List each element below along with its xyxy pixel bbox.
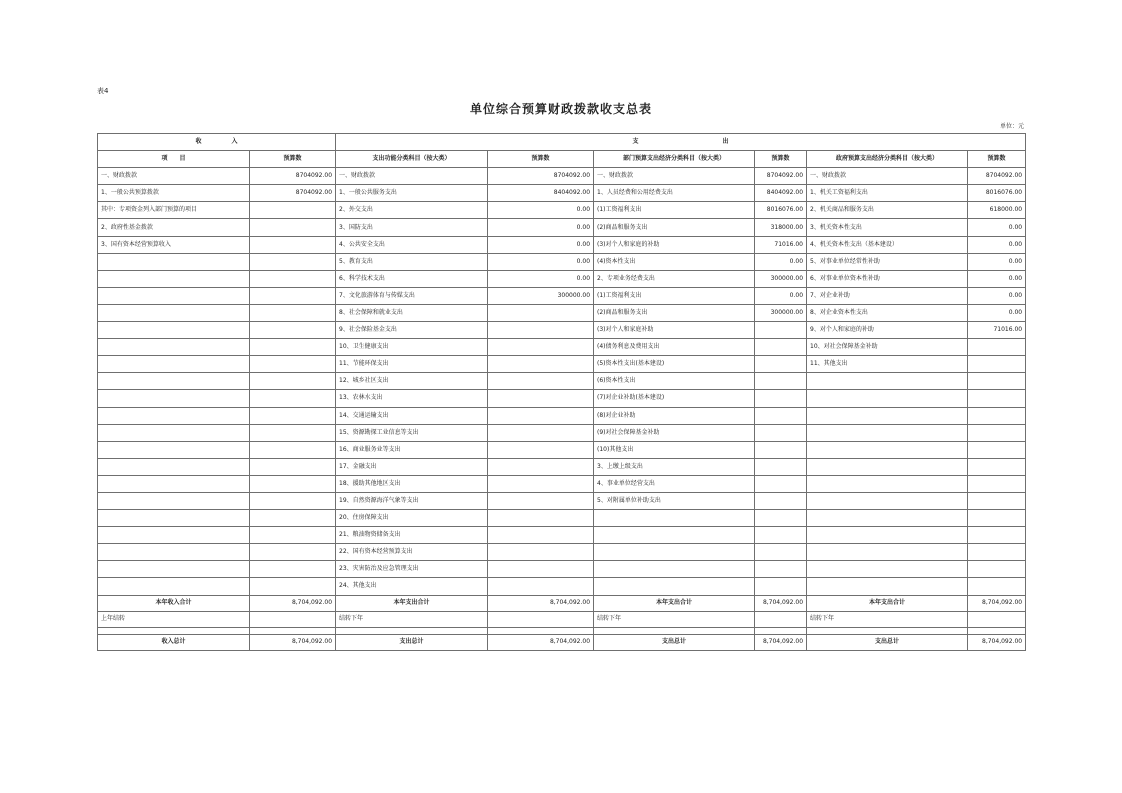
amount-cell: 8704092.00 bbox=[250, 185, 336, 202]
spacer-cell bbox=[594, 627, 755, 634]
item-cell bbox=[807, 475, 968, 492]
item-cell bbox=[98, 475, 250, 492]
item-cell: 3、上缴上级支出 bbox=[594, 458, 755, 475]
amount-cell bbox=[250, 458, 336, 475]
carry-label-cell: 结转下年 bbox=[594, 611, 755, 627]
amount-cell bbox=[250, 287, 336, 304]
item-cell: 19、自然资源海洋气象等支出 bbox=[336, 492, 488, 509]
item-cell: 11、节能环保支出 bbox=[336, 356, 488, 373]
item-cell bbox=[594, 578, 755, 595]
amount-cell bbox=[250, 322, 336, 339]
amount-cell bbox=[250, 373, 336, 390]
amount-cell: 8704092.00 bbox=[488, 168, 594, 185]
table-number-label: 表4 bbox=[97, 87, 109, 95]
item-cell bbox=[98, 322, 250, 339]
amount-cell: 0.00 bbox=[488, 270, 594, 287]
amount-cell: 8704092.00 bbox=[968, 168, 1026, 185]
carry-label-cell: 上年结转 bbox=[98, 611, 250, 627]
table-row bbox=[98, 253, 1026, 270]
item-cell bbox=[98, 373, 250, 390]
table-row bbox=[98, 424, 1026, 441]
item-cell: 20、住房保障支出 bbox=[336, 510, 488, 527]
item-cell: 2、外交支出 bbox=[336, 202, 488, 219]
table-row bbox=[98, 475, 1026, 492]
amount-cell bbox=[250, 561, 336, 578]
carry-amount-cell bbox=[250, 611, 336, 627]
amount-cell bbox=[755, 578, 807, 595]
grand-total-amount-cell: 8,704,092.00 bbox=[250, 634, 336, 650]
table-row bbox=[98, 168, 1026, 185]
item-cell: 1、机关工资福利支出 bbox=[807, 185, 968, 202]
amount-cell bbox=[755, 407, 807, 424]
amount-cell bbox=[488, 390, 594, 407]
item-cell bbox=[98, 492, 250, 509]
item-cell bbox=[98, 544, 250, 561]
item-cell bbox=[98, 441, 250, 458]
item-cell: 1、一般公共服务支出 bbox=[336, 185, 488, 202]
item-cell bbox=[98, 339, 250, 356]
amount-cell bbox=[488, 356, 594, 373]
column-header-3: 预算数 bbox=[488, 151, 594, 168]
item-cell: 6、科学技术支出 bbox=[336, 270, 488, 287]
table-row bbox=[98, 510, 1026, 527]
item-cell: 10、卫生健康支出 bbox=[336, 339, 488, 356]
amount-cell bbox=[250, 441, 336, 458]
amount-cell: 8016076.00 bbox=[755, 202, 807, 219]
amount-cell bbox=[755, 356, 807, 373]
item-cell bbox=[98, 287, 250, 304]
item-cell: 15、资源勘探工业信息等支出 bbox=[336, 424, 488, 441]
item-cell bbox=[98, 424, 250, 441]
grand-total-label-cell: 支出总计 bbox=[594, 634, 755, 650]
column-header-7: 预算数 bbox=[968, 151, 1026, 168]
section-header-0: 收 入 bbox=[98, 134, 336, 151]
table-row bbox=[98, 236, 1026, 253]
item-cell bbox=[98, 304, 250, 321]
amount-cell bbox=[250, 578, 336, 595]
item-cell: 10、对社会保障基金补助 bbox=[807, 339, 968, 356]
amount-cell bbox=[968, 578, 1026, 595]
amount-cell: 0.00 bbox=[968, 253, 1026, 270]
item-cell: 5、对附属单位补助支出 bbox=[594, 492, 755, 509]
item-cell: 2、政府性基金拨款 bbox=[98, 219, 250, 236]
amount-cell: 0.00 bbox=[968, 270, 1026, 287]
item-cell: 4、机关资本性支出（基本建设） bbox=[807, 236, 968, 253]
item-cell: (2)商品和服务支出 bbox=[594, 219, 755, 236]
table-row bbox=[98, 373, 1026, 390]
page-title: 单位综合预算财政拨款收支总表 bbox=[469, 102, 652, 116]
amount-cell bbox=[755, 390, 807, 407]
item-cell bbox=[98, 356, 250, 373]
item-cell: 22、国有资本经营预算支出 bbox=[336, 544, 488, 561]
amount-cell: 300000.00 bbox=[755, 270, 807, 287]
item-cell: 一、财政拨款 bbox=[98, 168, 250, 185]
total-amount-cell: 8,704,092.00 bbox=[755, 595, 807, 611]
amount-cell bbox=[968, 527, 1026, 544]
item-cell: (7)对企业补助(基本建设) bbox=[594, 390, 755, 407]
amount-cell: 8404092.00 bbox=[755, 185, 807, 202]
amount-cell bbox=[250, 270, 336, 287]
amount-cell bbox=[250, 202, 336, 219]
amount-cell: 0.00 bbox=[968, 219, 1026, 236]
table-row bbox=[98, 390, 1026, 407]
item-cell: 1、一般公共预算拨款 bbox=[98, 185, 250, 202]
carry-label-cell: 结转下年 bbox=[336, 611, 488, 627]
column-header-5: 预算数 bbox=[755, 151, 807, 168]
table-row bbox=[98, 527, 1026, 544]
column-header-6: 政府预算支出经济分类科目（按大类） bbox=[807, 151, 968, 168]
amount-cell: 71016.00 bbox=[755, 236, 807, 253]
amount-cell bbox=[250, 253, 336, 270]
item-cell: 1、人员经费和公用经费支出 bbox=[594, 185, 755, 202]
table-row bbox=[98, 339, 1026, 356]
item-cell bbox=[98, 578, 250, 595]
amount-cell bbox=[488, 407, 594, 424]
amount-cell bbox=[755, 492, 807, 509]
amount-cell bbox=[968, 390, 1026, 407]
item-cell: 5、教育支出 bbox=[336, 253, 488, 270]
budget-table bbox=[97, 133, 1026, 651]
item-cell: (4)债务利息及费用支出 bbox=[594, 339, 755, 356]
item-cell: (3)对个人和家庭的补助 bbox=[594, 236, 755, 253]
spacer-cell bbox=[807, 627, 968, 634]
item-cell bbox=[807, 458, 968, 475]
item-cell: (3)对个人和家庭补助 bbox=[594, 322, 755, 339]
table-row bbox=[98, 441, 1026, 458]
item-cell: 2、专项业务经费支出 bbox=[594, 270, 755, 287]
amount-cell bbox=[968, 510, 1026, 527]
amount-cell: 8704092.00 bbox=[755, 168, 807, 185]
amount-cell bbox=[755, 475, 807, 492]
item-cell: 12、城乡社区支出 bbox=[336, 373, 488, 390]
grand-total-label-cell: 支出总计 bbox=[336, 634, 488, 650]
item-cell: (9)对社会保障基金补助 bbox=[594, 424, 755, 441]
table-row bbox=[98, 202, 1026, 219]
item-cell: 一、财政拨款 bbox=[594, 168, 755, 185]
column-header-2: 支出功能分类科目（按大类） bbox=[336, 151, 488, 168]
amount-cell: 0.00 bbox=[488, 202, 594, 219]
total-label-cell: 本年收入合计 bbox=[98, 595, 250, 611]
amount-cell bbox=[488, 492, 594, 509]
amount-cell bbox=[250, 236, 336, 253]
amount-cell bbox=[488, 527, 594, 544]
item-cell: (10)其他支出 bbox=[594, 441, 755, 458]
item-cell bbox=[807, 424, 968, 441]
amount-cell bbox=[968, 356, 1026, 373]
item-cell: 11、其他支出 bbox=[807, 356, 968, 373]
item-cell bbox=[807, 390, 968, 407]
amount-cell bbox=[968, 475, 1026, 492]
amount-cell bbox=[250, 356, 336, 373]
item-cell bbox=[98, 527, 250, 544]
amount-cell bbox=[755, 527, 807, 544]
item-cell: 9、对个人和家庭的补助 bbox=[807, 322, 968, 339]
item-cell bbox=[807, 441, 968, 458]
amount-cell: 618000.00 bbox=[968, 202, 1026, 219]
total-label-cell: 本年支出合计 bbox=[594, 595, 755, 611]
item-cell bbox=[98, 458, 250, 475]
table-row bbox=[98, 544, 1026, 561]
amount-cell: 0.00 bbox=[968, 236, 1026, 253]
spacer-cell bbox=[336, 627, 488, 634]
item-cell: (5)资本性支出(基本建设) bbox=[594, 356, 755, 373]
table-row bbox=[98, 356, 1026, 373]
carry-amount-cell bbox=[488, 611, 594, 627]
total-amount-cell: 8,704,092.00 bbox=[488, 595, 594, 611]
item-cell bbox=[807, 510, 968, 527]
item-cell: 2、机关商品和服务支出 bbox=[807, 202, 968, 219]
item-cell bbox=[807, 492, 968, 509]
amount-cell bbox=[488, 322, 594, 339]
amount-cell: 0.00 bbox=[488, 253, 594, 270]
spacer-cell bbox=[488, 627, 594, 634]
item-cell: 3、机关资本性支出 bbox=[807, 219, 968, 236]
item-cell: 3、国防支出 bbox=[336, 219, 488, 236]
amount-cell bbox=[488, 578, 594, 595]
amount-cell: 0.00 bbox=[488, 236, 594, 253]
amount-cell: 71016.00 bbox=[968, 322, 1026, 339]
amount-cell bbox=[488, 458, 594, 475]
amount-cell bbox=[755, 424, 807, 441]
table-row bbox=[98, 185, 1026, 202]
item-cell: 16、商业服务业等支出 bbox=[336, 441, 488, 458]
amount-cell bbox=[250, 407, 336, 424]
grand-total-amount-cell: 8,704,092.00 bbox=[968, 634, 1026, 650]
item-cell bbox=[594, 510, 755, 527]
item-cell bbox=[594, 561, 755, 578]
spacer-cell bbox=[755, 627, 807, 634]
amount-cell bbox=[488, 561, 594, 578]
amount-cell bbox=[968, 339, 1026, 356]
table-row bbox=[98, 219, 1026, 236]
item-cell: 8、对企业资本性支出 bbox=[807, 304, 968, 321]
item-cell: 5、对事业单位经常性补助 bbox=[807, 253, 968, 270]
grand-total-label-cell: 收入总计 bbox=[98, 634, 250, 650]
item-cell: (8)对企业补助 bbox=[594, 407, 755, 424]
amount-cell bbox=[488, 373, 594, 390]
item-cell bbox=[807, 544, 968, 561]
item-cell: 其中：专项资金列入部门预算的项目 bbox=[98, 202, 250, 219]
item-cell bbox=[594, 527, 755, 544]
item-cell: 14、交通运输支出 bbox=[336, 407, 488, 424]
total-label-cell: 本年支出合计 bbox=[336, 595, 488, 611]
item-cell bbox=[98, 390, 250, 407]
table-row bbox=[98, 322, 1026, 339]
amount-cell bbox=[968, 441, 1026, 458]
amount-cell bbox=[250, 390, 336, 407]
amount-cell: 0.00 bbox=[755, 287, 807, 304]
spacer-cell bbox=[968, 627, 1026, 634]
item-cell: 6、对事业单位资本性补助 bbox=[807, 270, 968, 287]
item-cell: (1)工资福利支出 bbox=[594, 287, 755, 304]
item-cell bbox=[807, 373, 968, 390]
spacer-cell bbox=[98, 627, 250, 634]
item-cell: 24、其他支出 bbox=[336, 578, 488, 595]
spacer-cell bbox=[250, 627, 336, 634]
table-row bbox=[98, 492, 1026, 509]
item-cell: 7、文化旅游体育与传媒支出 bbox=[336, 287, 488, 304]
amount-cell bbox=[250, 510, 336, 527]
year-total-row bbox=[98, 595, 1026, 611]
amount-cell: 0.00 bbox=[755, 253, 807, 270]
item-cell: 3、国有资本经营预算收入 bbox=[98, 236, 250, 253]
unit-label: 单位：元 bbox=[999, 123, 1024, 130]
item-cell: 4、事业单位经营支出 bbox=[594, 475, 755, 492]
item-cell: (1)工资福利支出 bbox=[594, 202, 755, 219]
amount-cell: 300000.00 bbox=[488, 287, 594, 304]
amount-cell bbox=[488, 339, 594, 356]
table-row bbox=[98, 578, 1026, 595]
item-cell: (6)资本性支出 bbox=[594, 373, 755, 390]
grand-total-label-cell: 支出总计 bbox=[807, 634, 968, 650]
amount-cell bbox=[755, 544, 807, 561]
amount-cell bbox=[250, 544, 336, 561]
amount-cell: 300000.00 bbox=[755, 304, 807, 321]
item-cell bbox=[98, 407, 250, 424]
amount-cell: 8016076.00 bbox=[968, 185, 1026, 202]
table-row bbox=[98, 458, 1026, 475]
total-label-cell: 本年支出合计 bbox=[807, 595, 968, 611]
amount-cell: 8704092.00 bbox=[250, 168, 336, 185]
item-cell: 13、农林水支出 bbox=[336, 390, 488, 407]
amount-cell bbox=[488, 441, 594, 458]
amount-cell bbox=[755, 373, 807, 390]
carry-over-row bbox=[98, 611, 1026, 627]
item-cell: 17、金融支出 bbox=[336, 458, 488, 475]
column-header-row bbox=[98, 151, 1026, 168]
amount-cell bbox=[250, 475, 336, 492]
item-cell: 一、财政拨款 bbox=[807, 168, 968, 185]
amount-cell bbox=[488, 424, 594, 441]
item-cell: 4、公共安全支出 bbox=[336, 236, 488, 253]
amount-cell bbox=[968, 458, 1026, 475]
column-header-1: 预算数 bbox=[250, 151, 336, 168]
carry-amount-cell bbox=[755, 611, 807, 627]
amount-cell bbox=[488, 304, 594, 321]
amount-cell bbox=[968, 561, 1026, 578]
amount-cell bbox=[250, 424, 336, 441]
section-header-row bbox=[98, 134, 1026, 151]
amount-cell bbox=[755, 322, 807, 339]
amount-cell: 8404092.00 bbox=[488, 185, 594, 202]
amount-cell bbox=[488, 544, 594, 561]
amount-cell bbox=[250, 492, 336, 509]
item-cell: (2)商品和服务支出 bbox=[594, 304, 755, 321]
carry-amount-cell bbox=[968, 611, 1026, 627]
item-cell: 一、财政拨款 bbox=[336, 168, 488, 185]
table-row bbox=[98, 561, 1026, 578]
grand-total-row bbox=[98, 634, 1026, 650]
amount-cell bbox=[250, 339, 336, 356]
table-row bbox=[98, 270, 1026, 287]
item-cell bbox=[594, 544, 755, 561]
amount-cell: 0.00 bbox=[968, 304, 1026, 321]
item-cell: 21、粮油物资储备支出 bbox=[336, 527, 488, 544]
item-cell: 23、灾害防治及应急管理支出 bbox=[336, 561, 488, 578]
table-row bbox=[98, 407, 1026, 424]
amount-cell bbox=[250, 219, 336, 236]
table-row bbox=[98, 304, 1026, 321]
item-cell bbox=[98, 270, 250, 287]
item-cell: 18、援助其他地区支出 bbox=[336, 475, 488, 492]
grand-total-amount-cell: 8,704,092.00 bbox=[488, 634, 594, 650]
amount-cell bbox=[250, 304, 336, 321]
section-header-1: 支 出 bbox=[336, 134, 1026, 151]
carry-label-cell: 结转下年 bbox=[807, 611, 968, 627]
total-amount-cell: 8,704,092.00 bbox=[250, 595, 336, 611]
amount-cell bbox=[755, 458, 807, 475]
column-header-0: 项 目 bbox=[98, 151, 250, 168]
amount-cell bbox=[755, 561, 807, 578]
item-cell bbox=[807, 407, 968, 424]
amount-cell bbox=[488, 510, 594, 527]
amount-cell bbox=[968, 373, 1026, 390]
amount-cell bbox=[755, 510, 807, 527]
item-cell bbox=[98, 253, 250, 270]
amount-cell bbox=[488, 475, 594, 492]
item-cell bbox=[807, 578, 968, 595]
amount-cell bbox=[968, 544, 1026, 561]
item-cell bbox=[98, 510, 250, 527]
table-body bbox=[98, 134, 1026, 651]
item-cell: 9、社会保险基金支出 bbox=[336, 322, 488, 339]
item-cell bbox=[98, 561, 250, 578]
item-cell bbox=[807, 561, 968, 578]
table-row bbox=[98, 287, 1026, 304]
grand-total-amount-cell: 8,704,092.00 bbox=[755, 634, 807, 650]
spacer-row bbox=[98, 627, 1026, 634]
item-cell: (4)资本性支出 bbox=[594, 253, 755, 270]
amount-cell bbox=[968, 424, 1026, 441]
item-cell bbox=[807, 527, 968, 544]
column-header-4: 部门预算支出经济分类科目（按大类） bbox=[594, 151, 755, 168]
amount-cell bbox=[250, 527, 336, 544]
amount-cell bbox=[968, 492, 1026, 509]
amount-cell: 0.00 bbox=[968, 287, 1026, 304]
amount-cell: 318000.00 bbox=[755, 219, 807, 236]
item-cell: 8、社会保障和就业支出 bbox=[336, 304, 488, 321]
amount-cell: 0.00 bbox=[488, 219, 594, 236]
item-cell: 7、对企业补助 bbox=[807, 287, 968, 304]
amount-cell bbox=[755, 441, 807, 458]
total-amount-cell: 8,704,092.00 bbox=[968, 595, 1026, 611]
amount-cell bbox=[968, 407, 1026, 424]
amount-cell bbox=[755, 339, 807, 356]
